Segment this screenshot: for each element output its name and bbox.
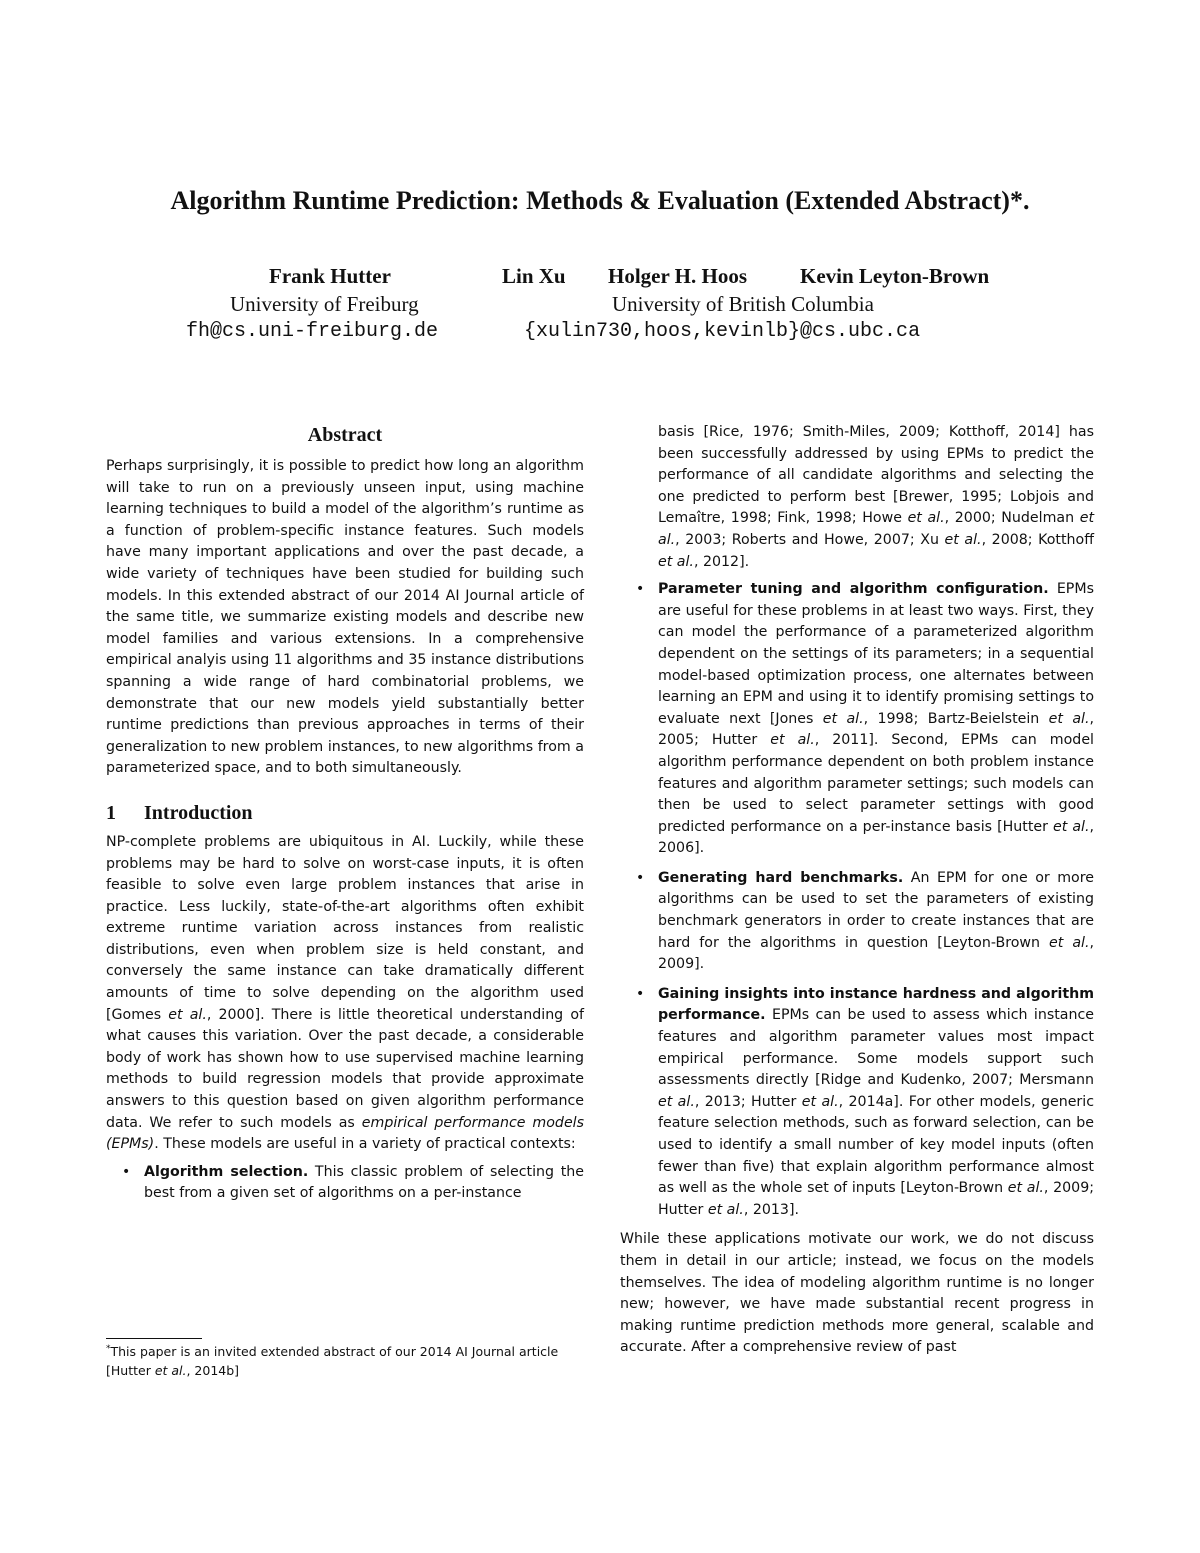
footnote-rule: [106, 1338, 202, 1339]
bullet-text: , 2009].: [658, 934, 1094, 973]
bullet-text: , 2009; Hutter: [658, 1180, 1095, 1218]
et-al: et al.: [707, 1201, 744, 1218]
bullet-icon: •: [636, 581, 645, 598]
bullet-text: , 2012].: [693, 553, 750, 570]
footnote: [106, 1342, 584, 1380]
footnote-text: This paper is an invited extended abstract of our 2014 AI Journal article [Hutter: [106, 1344, 559, 1378]
et-al: et al.: [168, 1006, 207, 1023]
bullet-text: , 2006].: [658, 818, 1094, 857]
list-item-insights: [620, 984, 1094, 1222]
et-al: et al.: [1007, 1180, 1044, 1197]
applications-list: [106, 1162, 584, 1205]
author-kevin-leyton-brown: Kevin Leyton-Brown: [800, 264, 990, 288]
et-al: et al.: [658, 510, 1095, 548]
et-al: et al.: [658, 1093, 695, 1110]
et-al: et al.: [944, 531, 982, 548]
list-item-parameter-tuning: [620, 579, 1094, 860]
intro-text: , 2000]. There is little theoretical understanding of what causes this variation. Over the past decade, a considerable body of work has shown how to use supervised machine learning methods to build regression models that provide approximate answers to this question based on given algorithm performance data. We refer to such models as: [106, 1006, 584, 1131]
bullet-text: , 2008; Kotthoff: [981, 531, 1094, 548]
author-lin-xu: Lin Xu: [502, 264, 566, 288]
right-column: [620, 422, 1094, 1359]
bullet-text: basis [Rice, 1976; Smith-Miles, 2009; Kotthoff, 2014] has been successfully addressed by using EPMs to predict the performance of all candidate algorithms and selecting the one predicted to perform best [Brewer, 1995; Lobjois and Lemaître, 1998; Fink, 1998; Howe: [658, 424, 1094, 527]
et-al: et al.: [822, 710, 864, 727]
bullet-lead: Algorithm selection.: [144, 1163, 309, 1180]
intro-text: NP-complete problems are ubiquitous in AI. Luckily, while these problems may be hard to solve on worst-case inputs, it is often feasible to solve even large problem instances that arise in practice. Less luckily, state-of-the-art algorithms often exhibit extreme runtime variation across instances from realistic distributions, even when problem size is held constant, and conversely the same instance can take dramatically different amounts of time to solve depending on the algorithm used [Gomes: [106, 833, 584, 1023]
bullet-text: , 1998; Bartz-Beielstein: [863, 710, 1049, 727]
bullet-text: , 2000; Nudelman: [944, 510, 1080, 527]
bullet-lead: Gaining insights into instance hardness and algorithm performance.: [658, 985, 1094, 1024]
section-heading-introduction: [106, 800, 584, 826]
affiliation-freiburg: University of Freiburg: [230, 292, 419, 316]
paper-title: Algorithm Runtime Prediction: Methods & Evaluation (Extended Abstract)*.: [170, 186, 1030, 215]
bullet-continuation: [620, 422, 1094, 573]
et-al: et al.: [1049, 934, 1090, 951]
bullet-text: , 2003; Roberts and Howe, 2007; Xu: [675, 531, 945, 548]
author-holger-hoos: Holger H. Hoos: [608, 264, 748, 288]
bullet-text: , 2013; Hutter: [694, 1093, 802, 1110]
epm-term: empirical performance models (EPMs): [106, 1114, 585, 1153]
et-al: et al.: [154, 1363, 187, 1378]
applications-list-continued: [620, 579, 1094, 1221]
bullet-text: This classic problem of selecting the best from a given set of algorithms on a per-instance: [144, 1163, 584, 1202]
affiliation-ubc: University of British Columbia: [612, 292, 874, 316]
bullet-text: , 2013].: [743, 1201, 799, 1218]
bullet-text: , 2014a]. For other models, generic feature selection methods, such as forward selection, can be used to identify a small number of key model inputs (often fewer than five) that explain algorithm performance almost as well as the whole set of inputs [Leyton-Brown: [658, 1093, 1094, 1197]
list-item-hard-benchmarks: [620, 868, 1094, 976]
bullet-text: , 2005; Hutter: [658, 710, 1094, 749]
list-item-algorithm-selection: [106, 1162, 584, 1205]
author-frank-hutter: Frank Hutter: [269, 264, 391, 288]
bullet-lead: Parameter tuning and algorithm configuration.: [658, 581, 1049, 598]
closing-paragraph: While these applications motivate our work, we do not discuss them in detail in our article; instead, we focus on the models themselves. The idea of modeling algorithm runtime is no longer new; however, we have made substantial recent progress in making runtime prediction methods more general, scalable and accurate. After a comprehensive review of past: [620, 1231, 1094, 1356]
left-column: [106, 422, 584, 1213]
bullet-lead: Generating hard benchmarks.: [658, 869, 904, 886]
bullet-icon: •: [122, 1163, 131, 1180]
et-al: et al.: [907, 510, 945, 527]
abstract-heading: Abstract: [307, 424, 383, 446]
bullet-icon: •: [636, 985, 645, 1002]
et-al: et al.: [658, 553, 694, 570]
bullet-text: An EPM for one or more algorithms can be used to set the parameters of existing benchmark generators in order to create instances that are hard for the algorithms in question [Leyton-Brown: [658, 869, 1094, 951]
bullet-text: , 2011]. Second, EPMs can model algorithm performance dependent on both problem instance features and algorithm parameter settings; such models can then be used to select parameter settings with good predicted performance on a per-instance basis [Hutter: [658, 732, 1094, 835]
bullet-text: EPMs are useful for these problems in at least two ways. First, they can model the performance of a parameterized algorithm dependent on the settings of its parameters; in a sequential model-based optimization process, one alternates between learning an EPM and using it to identify promising settings to evaluate next [Jones: [658, 581, 1094, 727]
et-al: et al.: [770, 732, 815, 749]
bullet-text: EPMs can be used to assess which instance features and algorithm parameter values most impact empirical performance. Some models support such assessments directly [Ridge and Kudenko, 2007; Mersmann: [658, 1007, 1094, 1089]
intro-paragraph: [106, 832, 584, 1156]
section-number: 1: [106, 801, 116, 824]
email-freiburg: fh@cs.uni-freiburg.de: [186, 320, 439, 343]
et-al: et al.: [1053, 818, 1090, 835]
footnote-text: , 2014b]: [186, 1363, 240, 1378]
abstract-body: Perhaps surprisingly, it is possible to predict how long an algorithm will take to run on a previously unseen input, using machine learning techniques to build a model of the algorithm’s runtime as a function of problem-specific instance features. Such models have many important applications and over the past decade, a wide variety of techniques have been studied for building such models. In this extended abstract of our 2014 AI Journal article of the same title, we summarize existing models and describe new model families and various extensions. In a comprehensive empirical analyis using 11 algorithms and 35 instance distributions spanning a wide range of hard combinatorial problems, we demonstrate that our new models yield substantially better runtime predictions than previous approaches in terms of their generalization to new problem instances, to new algorithms from a parameterized space, and to both simultaneously.: [106, 458, 584, 777]
intro-text: . These models are useful in a variety of practical contexts:: [154, 1136, 576, 1153]
section-title: Introduction: [144, 801, 253, 824]
bullet-icon: •: [636, 869, 645, 886]
email-ubc: {xulin730,hoos,kevinlb}@cs.ubc.ca: [524, 320, 921, 343]
et-al: et al.: [801, 1093, 839, 1110]
footnote-marker: *: [106, 1343, 111, 1354]
et-al: et al.: [1048, 710, 1090, 727]
